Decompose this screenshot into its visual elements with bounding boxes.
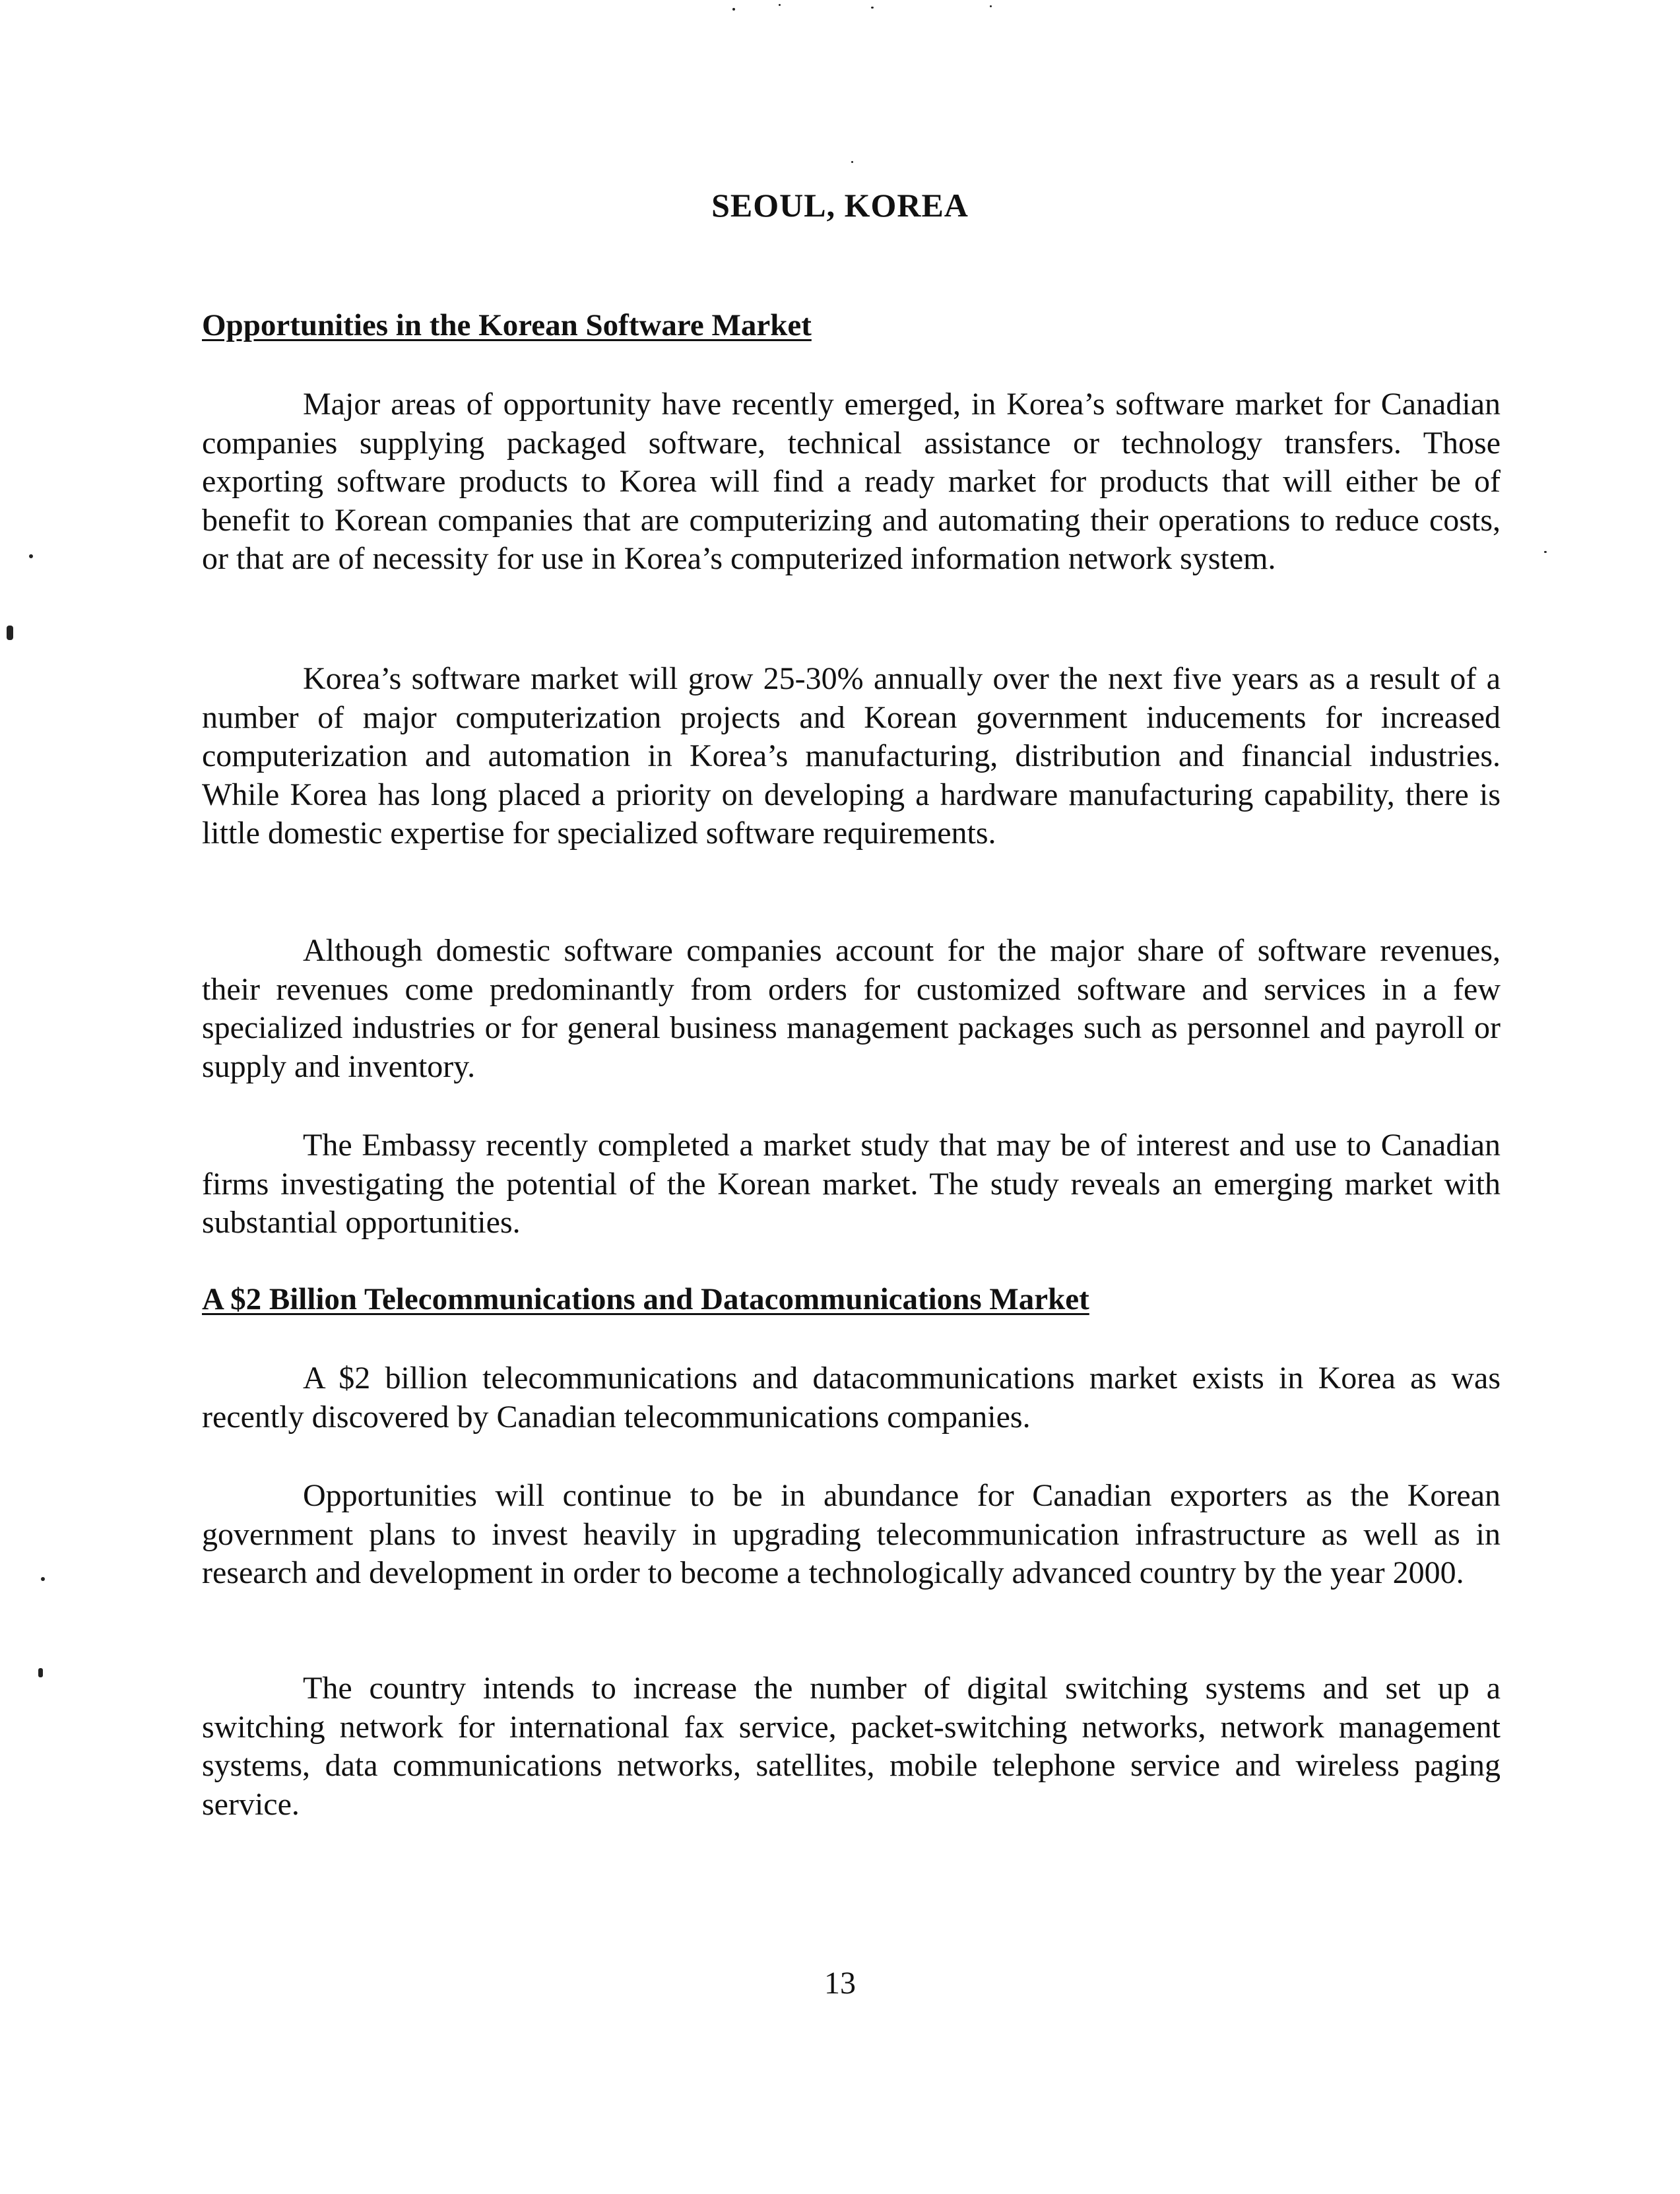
paragraph-switching-systems: The country intends to increase the number of digital switching systems and set up a switching network for international fax service, packet-switching networks, network management systems, data communications networks, satellites, mobile telephone service and wireless paging service.: [202, 1671, 1501, 1822]
page-number: 13: [824, 1966, 856, 2001]
scan-speck: [779, 4, 781, 6]
scan-speck: [29, 554, 33, 558]
paragraph-domestic-companies: Although domestic software companies account for the major share of software revenues, their revenues come predominantly from orders for customized software and services in a few specialized industries or for general business management packages such as personnel and payroll or supply and inventory.: [202, 933, 1501, 1084]
section-heading-software-market: Opportunities in the Korean Software Market: [202, 308, 812, 342]
paragraph-software-opportunities: Major areas of opportunity have recently emerged, in Korea’s software market for Canadian companies supplying packaged software, technical assistance or technology transfers. Those exporting software products to Korea will find a ready market for products that will either be of benefit to Korean companies that are computerizing and automating their operations to reduce costs, or that are of necessity for use in Korea’s computerized information network system.: [202, 387, 1501, 577]
scan-speck: [990, 5, 992, 7]
scan-speck: [38, 1668, 43, 1677]
paragraph-software-growth: Korea’s software market will grow 25-30% annually over the next five years as a result of a number of major computerization projects and Korean government inducements for increased computerization and automation in Korea’s manufacturing, distribution and financial industries. While Korea has long placed a priority on developing a hardware manufacturing capability, there is little domestic expertise for specialized software requirements.: [202, 661, 1501, 851]
paragraph-telecom-investment: Opportunities will continue to be in abundance for Canadian exporters as the Korean government plans to invest heavily in upgrading telecommunication infrastructure as well as in research and development in order to become a technologically advanced country by the year 2000.: [202, 1478, 1501, 1591]
paragraph-embassy-study: The Embassy recently completed a market study that may be of interest and use to Canadian firms investigating the potential of the Korean market. The study reveals an emerging market with substantial opportunities.: [202, 1128, 1501, 1241]
page-title: SEOUL, KOREA: [711, 187, 969, 224]
scan-speck: [871, 7, 874, 9]
scan-speck: [41, 1577, 45, 1581]
scan-speck: [7, 626, 13, 640]
scan-speck: [851, 161, 853, 163]
scan-speck: [732, 8, 735, 11]
section-heading-telecom-market: A $2 Billion Telecommunications and Datacommunications Market: [202, 1282, 1089, 1316]
paragraph-telecom-market: A $2 billion telecommunications and datacommunications market exists in Korea as was recently discovered by Canadian telecommunications companies.: [202, 1361, 1501, 1435]
scan-speck: [1544, 551, 1547, 553]
